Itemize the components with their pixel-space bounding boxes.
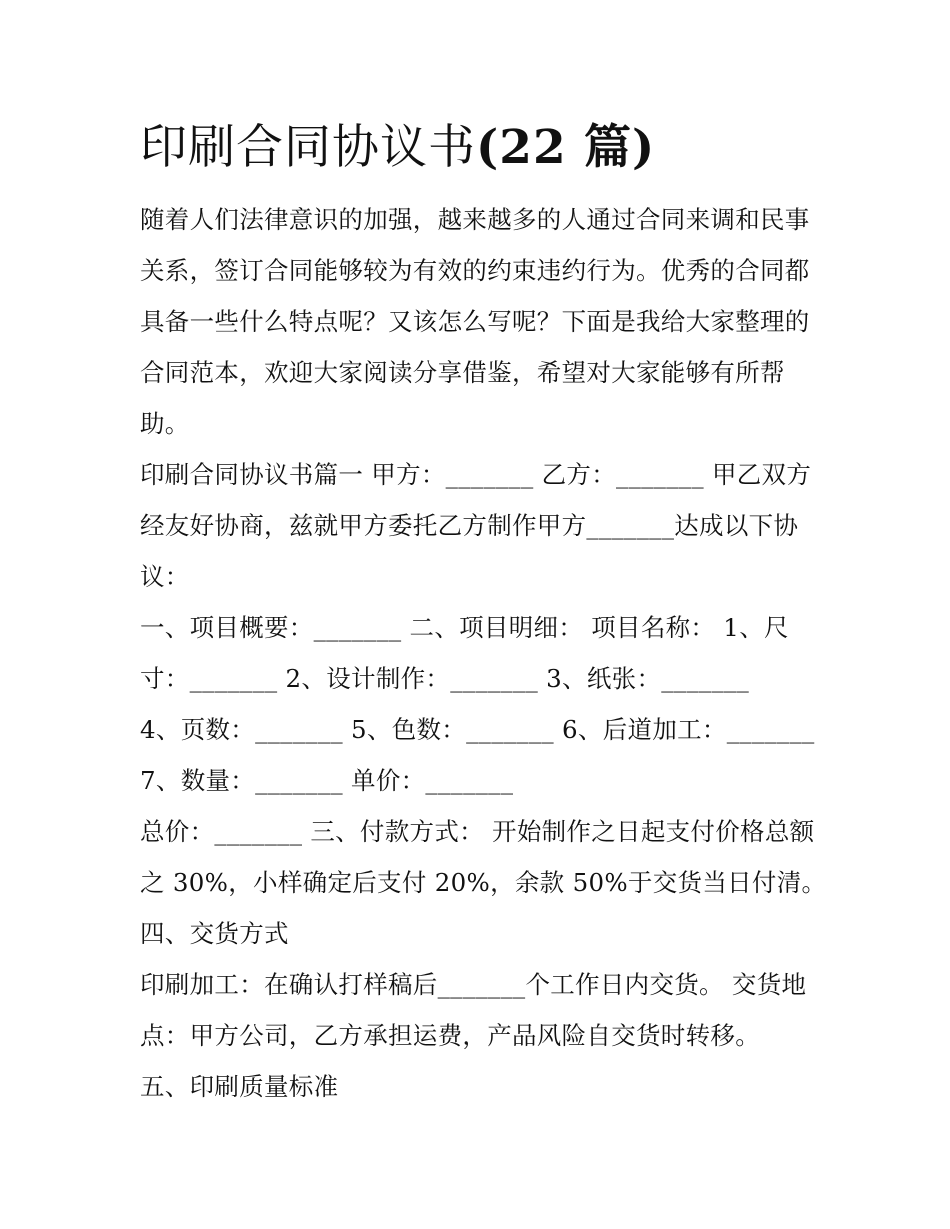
paragraph-line: 议： — [140, 562, 190, 591]
paragraph-line: 7、数量：_______ 单价：_______ — [140, 766, 514, 795]
paragraph-line: 印刷加工：在确认打样稿后_______个工作日内交货。 交货地 — [140, 970, 807, 999]
paragraph-line: 关系，签订合同能够较为有效的约束违约行为。优秀的合同都 — [140, 256, 810, 285]
paragraph-line: 合同范本，欢迎大家阅读分享借鉴，希望对大家能够有所帮 — [140, 358, 785, 387]
paragraph-line: 经友好协商，兹就甲方委托乙方制作甲方_______达成以下协 — [140, 511, 799, 540]
paragraph-line: 随着人们法律意识的加强，越来越多的人通过合同来调和民事 — [140, 205, 810, 234]
paragraph-line: 点：甲方公司，乙方承担运费，产品风险自交货时转移。 — [140, 1021, 760, 1050]
section-heading: 五、印刷质量标准 — [140, 1072, 339, 1101]
document-title-main: 印刷合同协议书 — [140, 120, 476, 175]
paragraph-line: 之 30%，小样确定后支付 20%，余款 50%于交货当日付清。 — [140, 868, 827, 897]
paragraph-line: 寸：_______ 2、设计制作：_______ 3、纸张：_______ — [140, 664, 750, 693]
paragraph-line: 助。 — [140, 409, 190, 438]
paragraph-line: 印刷合同协议书篇一 甲方：_______ 乙方：_______ 甲乙双方 — [140, 460, 812, 489]
paragraph-line: 具备一些什么特点呢？又该怎么写呢？下面是我给大家整理的 — [140, 307, 810, 336]
document-title — [140, 118, 655, 178]
paragraph-line: 总价：_______ 三、付款方式： 开始制作之日起支付价格总额 — [140, 817, 815, 846]
paragraph-line: 4、页数：_______ 5、色数：_______ 6、后道加工：_______ — [140, 715, 815, 744]
section-heading: 四、交货方式 — [140, 919, 289, 948]
document-title-count: (22 篇) — [476, 120, 656, 175]
paragraph-line: 一、项目概要：_______ 二、项目明细： 项目名称： 1、尺 — [140, 613, 789, 642]
